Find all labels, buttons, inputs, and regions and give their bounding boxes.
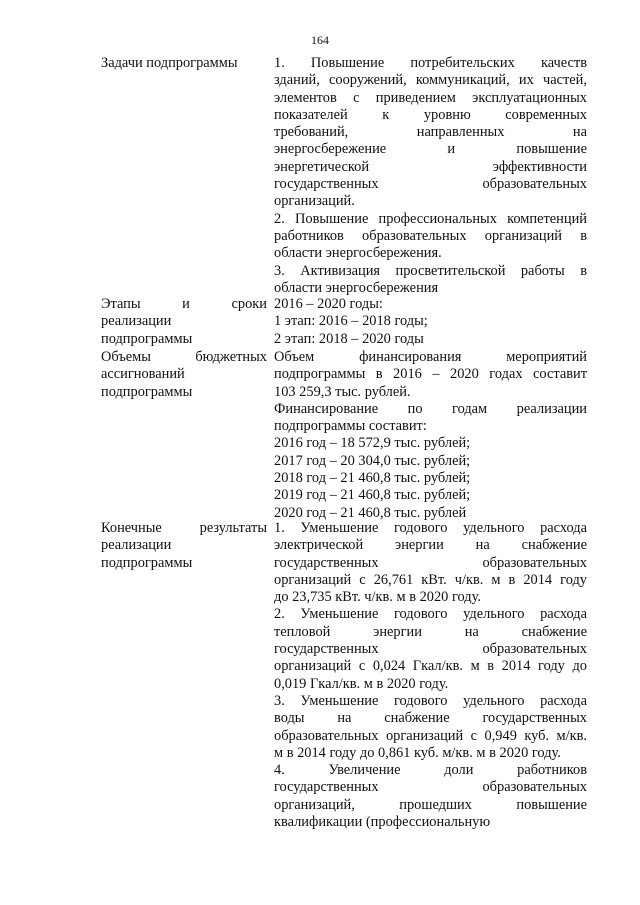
value-line: требований, направленных на: [274, 124, 587, 141]
value-line: государственных образовательных: [274, 176, 587, 193]
value-paragraph: [274, 520, 587, 606]
row-label-line: реализации: [101, 537, 172, 554]
value-line: воды на снабжение государственных: [274, 710, 587, 727]
row-label: [101, 349, 267, 401]
row-value: [274, 349, 587, 522]
value-paragraph: [274, 401, 587, 436]
value-line: 2 этап: 2018 – 2020 годы: [274, 330, 424, 347]
value-line: энергосбережение и повышение: [274, 141, 587, 158]
value-line: 4. Увеличение доли работников: [274, 762, 587, 779]
value-line: 2. Уменьшение годового удельного расхода: [274, 606, 587, 623]
value-line: работников образовательных организаций в: [274, 227, 587, 244]
value-line: 2020 год – 21 460,8 тыс. рублей: [274, 504, 467, 521]
value-line: Объем финансирования мероприятий: [274, 349, 587, 365]
value-paragraph: [274, 762, 587, 831]
value-line: 3. Уменьшение годового удельного расхода: [274, 692, 587, 709]
row-label: [101, 55, 267, 72]
row-label-line: подпрограммы: [101, 554, 193, 571]
value-line: квалификации (профессиональную: [274, 814, 491, 831]
value-line: образовательных организаций с 0,949 куб. м/кв.: [274, 727, 587, 744]
value-line: 2018 год – 21 460,8 тыс. рублей;: [274, 470, 471, 487]
value-paragraph: [274, 296, 587, 313]
value-line: государственных образовательных: [274, 779, 587, 796]
value-line: государственных образовательных: [274, 641, 587, 658]
value-line: 2. Повышение профессиональных компетенций: [274, 210, 587, 227]
page-number: 164: [311, 33, 329, 47]
value-line: 2019 год – 21 460,8 тыс. рублей;: [274, 487, 471, 504]
row-label-line: реализации: [101, 313, 172, 330]
value-paragraph: [274, 211, 587, 263]
value-line: государственных образовательных: [274, 554, 587, 571]
value-line: 0,019 Гкал/кв. м в 2020 году.: [274, 675, 449, 692]
value-line: подпрограммы в 2016 – 2020 годах составит: [274, 366, 587, 383]
row-label-line: подпрограммы: [101, 330, 193, 347]
value-line: подпрограммы составит:: [274, 418, 427, 435]
value-paragraph: [274, 349, 587, 401]
value-line: электрической энергии на снабжение: [274, 537, 587, 554]
value-line: Финансирование по годам реализации: [274, 400, 587, 417]
value-line: 3. Активизация просветительской работы в: [274, 262, 587, 279]
row-label: [101, 520, 267, 572]
row-label-line: подпрограммы: [101, 383, 193, 400]
value-paragraph: [274, 606, 587, 692]
value-paragraph: [274, 470, 587, 487]
value-paragraph: [274, 453, 587, 470]
value-line: организаций с 26,761 кВт. ч/кв. м в 2014 году: [274, 571, 587, 588]
value-line: 103 259,3 тыс. рублей.: [274, 383, 411, 400]
value-line: элементов с приведением эксплуатационных: [274, 89, 587, 106]
value-line: организаций с 0,024 Гкал/кв. м в 2014 году до: [274, 658, 587, 675]
value-line: организаций.: [274, 193, 355, 210]
value-line: области энергосбережения: [274, 279, 439, 296]
value-line: организаций, прошедших повышение: [274, 796, 587, 813]
value-line: 2016 – 2020 годы:: [274, 296, 383, 312]
value-paragraph: [274, 693, 587, 762]
value-line: 1. Уменьшение годового удельного расхода: [274, 520, 587, 536]
row-value: [274, 55, 587, 297]
value-paragraph: [274, 487, 587, 504]
value-line: до 23,735 кВт. ч/кв. м в 2020 году.: [274, 589, 481, 606]
value-paragraph: [274, 55, 587, 211]
value-line: 1. Повышение потребительских качеств: [274, 55, 587, 71]
value-line: 2016 год – 18 572,9 тыс. рублей;: [274, 435, 471, 452]
value-paragraph: [274, 263, 587, 298]
row-label-line: ассигнований: [101, 366, 185, 383]
value-line: 2017 год – 20 304,0 тыс. рублей;: [274, 452, 471, 469]
value-paragraph: [274, 435, 587, 452]
row-value: [274, 296, 587, 348]
value-line: 1 этап: 2016 – 2018 годы;: [274, 313, 428, 330]
value-paragraph: [274, 313, 587, 330]
row-label-line: Объемы бюджетных: [101, 349, 267, 365]
value-line: тепловой энергии на снабжение: [274, 623, 587, 640]
row-label-line: Этапы и сроки: [101, 296, 267, 312]
row-label: [101, 296, 267, 348]
value-line: зданий, сооружений, коммуникаций, их частей,: [274, 72, 587, 89]
row-value: [274, 520, 587, 831]
value-paragraph: [274, 331, 587, 348]
row-label-line: Задачи подпрограммы: [101, 55, 238, 71]
value-line: показателей к уровню современных: [274, 106, 587, 123]
value-line: области энергосбережения.: [274, 245, 442, 262]
value-line: м в 2014 году до 0,861 куб. м/кв. м в 2020 году.: [274, 744, 561, 761]
value-line: энергетической эффективности: [274, 158, 587, 175]
row-label-line: Конечные результаты: [101, 520, 267, 536]
